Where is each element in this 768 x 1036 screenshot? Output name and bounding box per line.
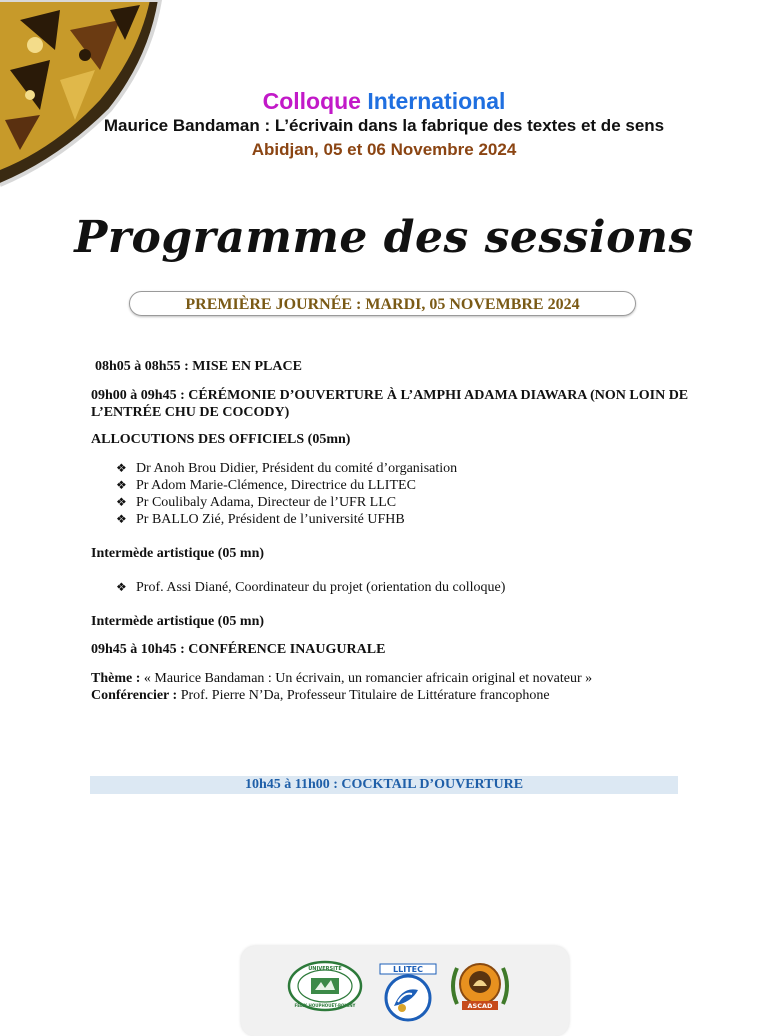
svg-text:ASCAD: ASCAD [467,1002,493,1010]
cocktail-banner: 10h45 à 11h00 : COCKTAIL D’OUVERTURE [90,776,678,794]
officials-list [91,460,691,528]
svg-text:UNIVERSITÉ: UNIVERSITÉ [308,966,342,972]
diamond-bullet-icon: ❖ [116,461,127,475]
event-title [0,86,768,116]
llitec-logo [372,962,444,1022]
list-item [116,579,691,596]
svg-text:LLITEC: LLITEC [393,965,423,974]
svg-text:FÉLIX HOUPHOUËT-BOIGNY: FÉLIX HOUPHOUËT-BOIGNY [294,1003,356,1008]
theme-value: « Maurice Bandaman : Un écrivain, un romancier africain original et novateur » [140,671,593,686]
list-item [116,494,691,511]
theme-label: Thème : [91,671,141,686]
list-item [116,477,691,494]
theme-line [91,670,691,687]
intermede-item: Intermède artistique (05 mn) [91,546,265,561]
title-word-international: International [367,88,506,114]
official-name: Pr Coulibaly Adama, Directeur de l’UFR LLC [136,495,397,510]
event-header [0,86,768,162]
event-dateline: Abidjan, 05 et 06 Novembre 2024 [251,140,517,159]
setup-item: 08h05 à 08h55 : MISE EN PLACE [95,359,302,374]
speaker-line [91,687,691,704]
speaker-label: Conférencier : [91,688,178,703]
diamond-bullet-icon: ❖ [116,478,127,492]
program-schedule [91,358,691,704]
list-item [116,511,691,528]
conference-item: 09h45 à 10h45 : CONFÉRENCE INAUGURALE [91,642,386,657]
diamond-bullet-icon: ❖ [116,512,127,526]
ascad-logo [447,956,513,1018]
list-item [116,460,691,477]
official-name: Pr BALLO Zié, Président de l’université UFHB [136,512,405,527]
official-name: Dr Anoh Brou Didier, Président du comité d’organisation [136,461,458,476]
coordinator-name: Prof. Assi Diané, Coordinateur du projet (orientation du colloque) [136,580,506,595]
official-name: Pr Adom Marie-Clémence, Directrice du LLITEC [136,478,416,493]
speaker-value: Prof. Pierre N’Da, Professeur Titulaire de Littérature francophone [177,688,550,703]
coordinator-list [91,579,691,596]
intermede-item: Intermède artistique (05 mn) [91,614,265,629]
event-subtitle: Maurice Bandaman : L’écrivain dans la fabrique des textes et de sens [103,116,665,135]
diamond-bullet-icon: ❖ [116,495,127,509]
program-title: Programme des sessions [74,212,694,263]
diamond-bullet-icon: ❖ [116,580,127,594]
ceremony-item: 09h00 à 09h45 : CÉRÉMONIE D’OUVERTURE À L’AMPHI ADAMA DIAWARA (NON LOIN DE L’ENTRÉE CHU DE COCODY) [91,388,689,420]
title-word-colloque: Colloque [262,88,361,114]
ufhb-logo [287,960,363,1012]
allocutions-heading: ALLOCUTIONS DES OFFICIELS (05mn) [91,432,351,447]
day-banner: PREMIÈRE JOURNÉE : MARDI, 05 NOVEMBRE 2024 [129,291,636,316]
partner-logos [241,946,569,1036]
